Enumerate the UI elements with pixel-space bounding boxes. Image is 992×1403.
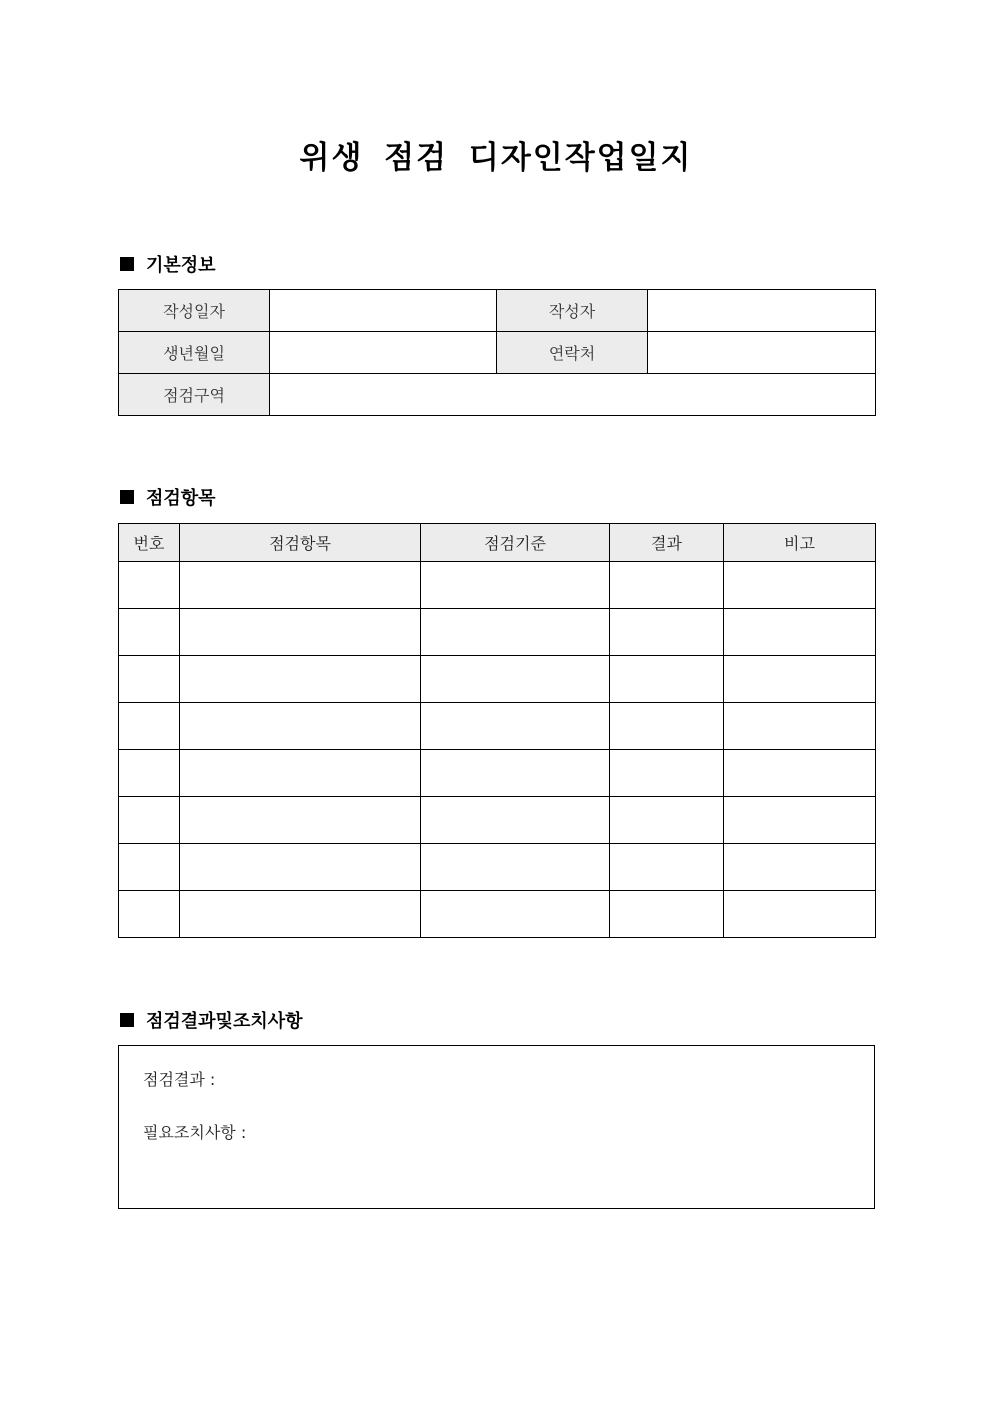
cell-criteria[interactable] (421, 891, 610, 938)
cell-number[interactable] (119, 562, 180, 609)
cell-criteria[interactable] (421, 844, 610, 891)
label-birth: 생년월일 (119, 332, 270, 374)
column-header-result: 결과 (610, 524, 724, 562)
table-row (119, 656, 876, 703)
cell-number[interactable] (119, 891, 180, 938)
cell-item[interactable] (180, 656, 421, 703)
cell-note[interactable] (724, 703, 876, 750)
square-bullet-icon (120, 1013, 134, 1027)
table-row (119, 750, 876, 797)
cell-result[interactable] (610, 562, 724, 609)
label-date: 작성일자 (119, 290, 270, 332)
cell-result[interactable] (610, 609, 724, 656)
square-bullet-icon (120, 257, 134, 271)
table-row (119, 844, 876, 891)
section-heading-basic-info (118, 251, 216, 277)
table-row (119, 609, 876, 656)
cell-number[interactable] (119, 750, 180, 797)
cell-number[interactable] (119, 797, 180, 844)
cell-result[interactable] (610, 797, 724, 844)
action-label: 필요조치사항 : (143, 1123, 247, 1142)
cell-criteria[interactable] (421, 797, 610, 844)
cell-note[interactable] (724, 797, 876, 844)
field-area[interactable] (270, 374, 876, 416)
cell-note[interactable] (724, 891, 876, 938)
table-row (119, 703, 876, 750)
basic-info-table (118, 289, 876, 416)
cell-note[interactable] (724, 562, 876, 609)
cell-note[interactable] (724, 844, 876, 891)
field-birth[interactable] (270, 332, 497, 374)
cell-result[interactable] (610, 750, 724, 797)
cell-number[interactable] (119, 703, 180, 750)
table-row (119, 562, 876, 609)
table-row (119, 374, 876, 416)
cell-criteria[interactable] (421, 656, 610, 703)
section-heading-label: 점검결과및조치사항 (146, 1011, 303, 1032)
results-box[interactable] (118, 1045, 875, 1209)
table-row (119, 891, 876, 938)
cell-number[interactable] (119, 844, 180, 891)
cell-item[interactable] (180, 609, 421, 656)
cell-item[interactable] (180, 797, 421, 844)
table-row (119, 332, 876, 374)
square-bullet-icon (120, 490, 134, 504)
result-label: 점검결과 : (143, 1070, 216, 1089)
cell-criteria[interactable] (421, 750, 610, 797)
cell-result[interactable] (610, 844, 724, 891)
cell-item[interactable] (180, 750, 421, 797)
column-header-number: 번호 (119, 524, 180, 562)
cell-note[interactable] (724, 609, 876, 656)
cell-criteria[interactable] (421, 609, 610, 656)
column-header-item: 점검항목 (180, 524, 421, 562)
section-heading-label: 점검항목 (146, 488, 216, 509)
cell-result[interactable] (610, 703, 724, 750)
label-contact: 연락처 (497, 332, 648, 374)
cell-result[interactable] (610, 891, 724, 938)
section-heading-check-items (118, 484, 216, 510)
cell-item[interactable] (180, 844, 421, 891)
cell-item[interactable] (180, 562, 421, 609)
cell-item[interactable] (180, 703, 421, 750)
field-contact[interactable] (648, 332, 876, 374)
cell-criteria[interactable] (421, 703, 610, 750)
cell-number[interactable] (119, 656, 180, 703)
cell-item[interactable] (180, 891, 421, 938)
check-items-table (118, 523, 876, 938)
section-heading-results (118, 1007, 303, 1033)
column-header-note: 비고 (724, 524, 876, 562)
column-header-criteria: 점검기준 (421, 524, 610, 562)
cell-note[interactable] (724, 750, 876, 797)
field-date[interactable] (270, 290, 497, 332)
cell-result[interactable] (610, 656, 724, 703)
label-area: 점검구역 (119, 374, 270, 416)
page-title: 위생 점검 디자인작업일지 (299, 140, 693, 176)
field-author[interactable] (648, 290, 876, 332)
table-header-row (119, 524, 876, 562)
cell-criteria[interactable] (421, 562, 610, 609)
label-author: 작성자 (497, 290, 648, 332)
cell-note[interactable] (724, 656, 876, 703)
cell-number[interactable] (119, 609, 180, 656)
table-row (119, 797, 876, 844)
table-row (119, 290, 876, 332)
section-heading-label: 기본정보 (146, 255, 216, 276)
